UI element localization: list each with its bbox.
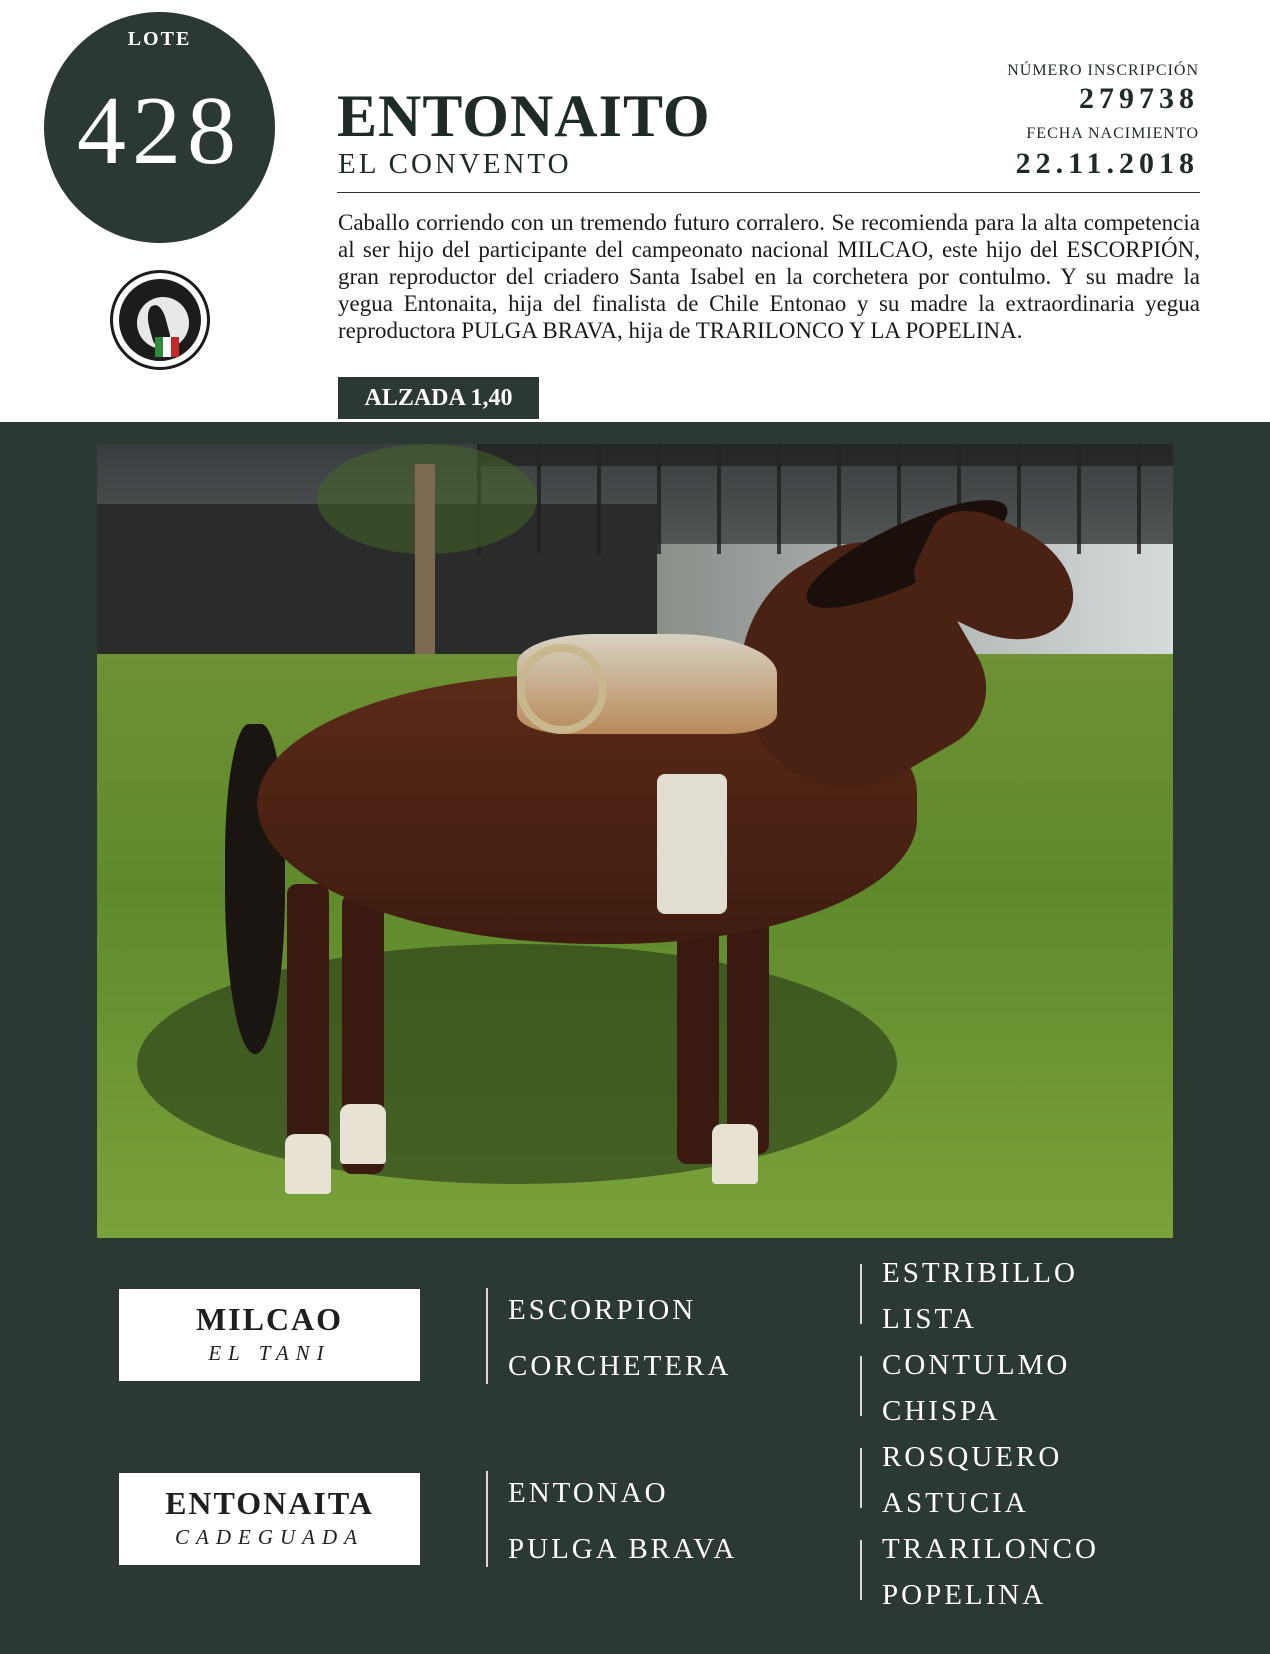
flag-icon — [155, 337, 179, 357]
lasso-rope — [517, 644, 607, 734]
photo-truss — [477, 444, 1173, 554]
pedigree-connector — [860, 1264, 862, 1324]
horse-hoof — [712, 1124, 758, 1184]
horse-hoof — [285, 1134, 331, 1194]
great-grandparent: CHISPA — [882, 1395, 1001, 1427]
great-grandparent: CONTULMO — [882, 1349, 1071, 1381]
lot-badge — [44, 12, 275, 243]
pedigree-connector — [486, 1471, 488, 1567]
horse-description: Caballo corriendo con un tremendo futuro corralero. Se recomienda para la alta competencia al ser hijo del participante del campeonato nacional MILCAO, este hijo del ESCORPIÓN, gran reproductor del criadero Santa Isabel en la corchetera por contulmo. Y su madre la yegua Entonaita, hija del finalista de Chile Entonao y su madre la extraordinaria yegua reproductora PULGA BRAVA, hija de TRARILONCO Y LA POPELINA. — [338, 210, 1200, 343]
great-grandparent: POPELINA — [882, 1579, 1047, 1611]
birth-date: 22.11.2018 — [1015, 147, 1199, 180]
lot-number: 428 — [77, 77, 242, 185]
logo-ring — [119, 279, 201, 361]
sire-dam: CORCHETERA — [508, 1350, 732, 1382]
horse-breeder: EL CONVENTO — [338, 148, 572, 180]
pedigree-connector — [486, 1288, 488, 1384]
horse-hoof — [340, 1104, 386, 1164]
horse-photo — [97, 444, 1173, 1238]
horse-leg — [287, 884, 329, 1164]
dam-name: ENTONAITA — [165, 1485, 374, 1521]
pedigree-connector — [860, 1448, 862, 1508]
sire-sire: ESCORPION — [508, 1294, 697, 1326]
horse-name: ENTONAITO — [337, 83, 711, 149]
great-grandparent: TRARILONCO — [882, 1533, 1099, 1565]
lot-label: LOTE — [127, 28, 192, 50]
dam-dam: PULGA BRAVA — [508, 1533, 738, 1565]
photo-tree-trunk — [415, 464, 435, 654]
pedigree-connector — [860, 1356, 862, 1416]
remates-logo — [110, 270, 210, 370]
great-grandparent: ASTUCIA — [882, 1487, 1029, 1519]
registration-label: NÚMERO INSCRIPCIÓN — [1007, 62, 1199, 79]
dam-breeder: CADEGUADA — [175, 1525, 364, 1549]
height-badge: ALZADA 1,40 — [338, 377, 539, 419]
sire-breeder: EL TANI — [208, 1341, 331, 1365]
sire-box — [119, 1289, 420, 1381]
great-grandparent: ROSQUERO — [882, 1441, 1063, 1473]
great-grandparent: LISTA — [882, 1303, 977, 1335]
birth-date-label: FECHA NACIMIENTO — [1026, 125, 1199, 142]
stirrup — [657, 774, 727, 914]
header-divider — [337, 192, 1200, 193]
pedigree-connector — [860, 1540, 862, 1600]
sire-name: MILCAO — [195, 1301, 344, 1337]
great-grandparent: ESTRIBILLO — [882, 1257, 1078, 1289]
dam-box — [119, 1473, 420, 1565]
dam-sire: ENTONAO — [508, 1477, 669, 1509]
registration-number: 279738 — [1079, 82, 1199, 115]
